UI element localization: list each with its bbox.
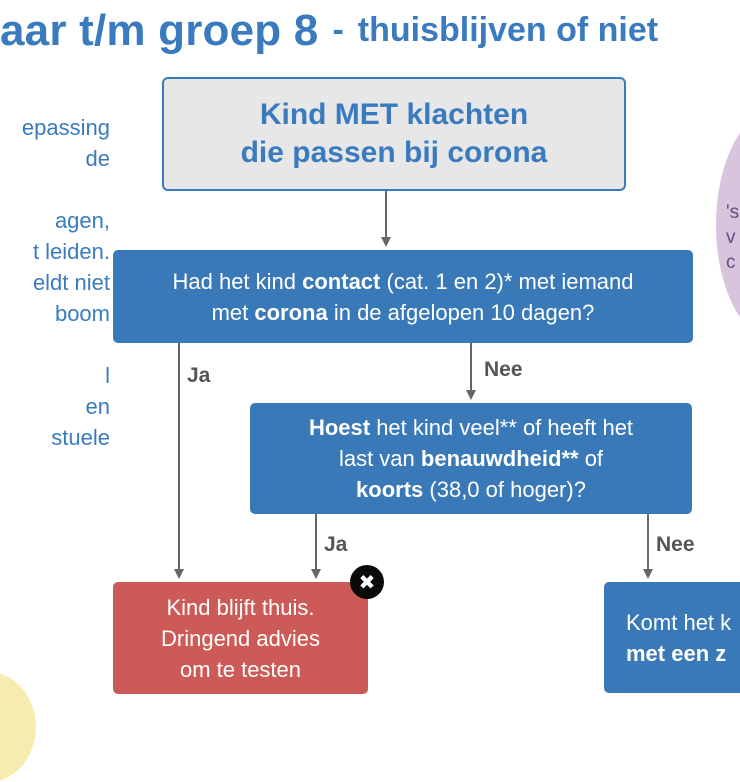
side-left-line: boom	[54, 301, 110, 326]
question-next-box	[604, 582, 740, 693]
close-icon: ✖	[350, 565, 384, 599]
q3-line2: met een z	[626, 640, 727, 666]
start-box-line2: die passen bij corona	[240, 136, 548, 169]
start-box-line1: Kind MET klachten	[259, 98, 529, 131]
q2-text-koorts: koorts	[356, 477, 424, 502]
label-nee-q2: Nee	[656, 533, 695, 556]
side-left-line: agen,	[54, 208, 110, 233]
q1-text-corona: corona	[254, 299, 328, 325]
side-left-line: en	[85, 394, 110, 419]
q3-line1: Komt het k	[626, 609, 732, 635]
side-right-line: c	[726, 252, 736, 273]
q2-line3	[309, 474, 633, 505]
q2-line2	[309, 443, 633, 474]
side-left-line: stuele	[51, 425, 110, 450]
q1-text-c: (cat. 1 en 2)* met iemand	[380, 268, 634, 294]
title-sub: thuisblijven of niet	[357, 11, 659, 49]
result-stay-home-box	[113, 582, 368, 694]
title-main: aar t/m groep 8	[0, 6, 319, 55]
q1-line1	[172, 266, 633, 297]
q1-text-d: met	[211, 299, 255, 325]
q2-line1	[309, 412, 633, 443]
label-nee-q1: Nee	[484, 358, 523, 381]
result-home-line1: Kind blijft thuis.	[166, 594, 315, 620]
q2-text-c: last van	[338, 446, 421, 471]
result-home-line2: Dringend advies	[161, 625, 320, 651]
result-home-line3: om te testen	[179, 656, 302, 682]
start-box	[162, 77, 626, 191]
side-left-line: eldt niet	[32, 270, 110, 295]
label-ja-q1: Ja	[187, 364, 211, 387]
q1-text-contact: contact	[302, 268, 381, 294]
q1-text-f: in de afgelopen 10 dagen?	[327, 299, 595, 325]
label-ja-q2: Ja	[324, 533, 348, 556]
q2-text-g: (38,0 of hoger)?	[423, 477, 586, 502]
question-symptoms-box	[250, 403, 692, 514]
q2-text-benauwdheid: benauwdheid**	[420, 446, 579, 471]
q2-text-e: of	[578, 446, 604, 471]
q1-text-a: Had het kind	[172, 268, 303, 294]
side-left-line: epassing	[21, 115, 110, 140]
title-dash: -	[332, 11, 344, 49]
side-left-line: t leiden.	[32, 239, 110, 264]
q2-text-hoest: Hoest	[308, 415, 371, 440]
question-contact-box	[113, 250, 693, 343]
q1-line2	[172, 297, 633, 328]
side-left-line: l	[105, 363, 110, 388]
side-left-line: de	[85, 146, 110, 171]
q2-text-b: het kind veel** of heeft het	[370, 415, 634, 440]
side-right-line: 's	[726, 202, 740, 223]
side-right-line: v	[726, 227, 736, 248]
